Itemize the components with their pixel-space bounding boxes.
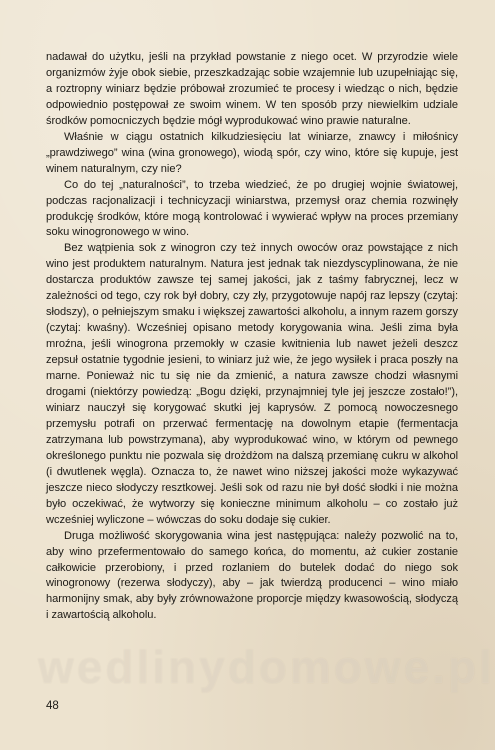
page-number: 48 bbox=[46, 700, 59, 712]
paragraph-2: Właśnie w ciągu ostatnich kilkudziesięciu lat winiarze, znawcy i miłośnicy „prawdziwego” wina (wina gronowego), wiodą spór, czy wino, które się kupuje, jest winem naturalnym, czy nie? bbox=[46, 130, 458, 175]
paragraph-4: Bez wątpienia sok z winogron czy też innych owoców oraz powstające z nich wino jest produktem naturalnym. Natura jest jednak tak niezdyscyplinowana, że nie dostarcza produktów zawsze tej samej jakości, jak z taśmy fabrycznej, lecz w zależności od tego, czy rok był dobry, czy zły, przygotowuje napój raz lepszy (czytaj: słodszy), o pełniejszym smaku i większej zawartości alkoholu, a innym razem gorszy (czytaj: kwaśny). Wcześniej opisano metody korygowania wina. Jeśli zima była mroźna, jeśli winogrona przemokły w czasie kwitnienia lub nawet jeżeli deszcz zepsuł ostatnie tygodnie jesieni, to winiarz już wie, że jego wysiłek i praca poszły na marne. Ponieważ nic tu się nie da zmienić, a natura zawsze chodzi własnymi drogami (niektórzy powiedzą: „Bogu dzięki, przynajmniej tyle jej jeszcze zostało!”), winiarz nauczył się korygować skutki jej kaprysów. Z pomocą nowoczesnego przemysłu potrafi on przerwać fermentację na dowolnym etapie (fermentacja zatrzymana lub powstrzymana), aby wyprodukować wino, w którym od pewnego określonego punktu nie pozwala się drożdżom na dalszą przemianę cukru w alkohol (i dwutlenek węgla). Oznacza to, że nawet wino niższej jakości może wykazywać jeszcze nieco słodyczy resztkowej. Jeśli sok od razu nie był dość słodki i nie można było oczekiwać, że wytworzy się konieczne minimum alkoholu – co zostało już wcześniej wyliczone – wówczas do soku dodaje się cukier. bbox=[46, 242, 458, 526]
body-text bbox=[46, 50, 458, 624]
watermark: wedlinydomowe.pl bbox=[38, 641, 495, 693]
paragraph-5: Druga możliwość skorygowania wina jest następująca: należy pozwolić na to, aby wino przefermentowało do samego końca, do momentu, aż cukier zostanie całkowicie przerobiony, i przed rozlaniem do butelek dodać do niego sok winogronowy (rezerwa słodyczy), aby – jak twierdzą producenci – wino miało harmonijny smak, aby były zrównoważone proporcje między kwasowością, słodyczą i zawartością alkoholu. bbox=[46, 529, 458, 622]
paragraph-1: nadawał do użytku, jeśli na przykład powstanie z niego ocet. W przyrodzie wiele organizmów żyje obok siebie, przeszkadzając sobie wzajemnie lub uzupełniając się, a roztropny winiarz będzie próbował zrozumieć te procesy i wiedząc o nich, będzie odpowiednio postępował ze swoim winem. W ten sposób przy niewielkim udziale środków pomocniczych będzie mógł wyprodukować wino prawie naturalne. bbox=[46, 51, 458, 127]
paragraph-3: Co do tej „naturalności”, to trzeba wiedzieć, że po drugiej wojnie światowej, podczas racjonalizacji i technicyzacji winiarstwa, przemysł oraz chemia rozwinęły produkcję środków, które mogą kontrolować i wywierać wpływ na proces przemiany soku winogronowego w wino. bbox=[46, 178, 458, 239]
